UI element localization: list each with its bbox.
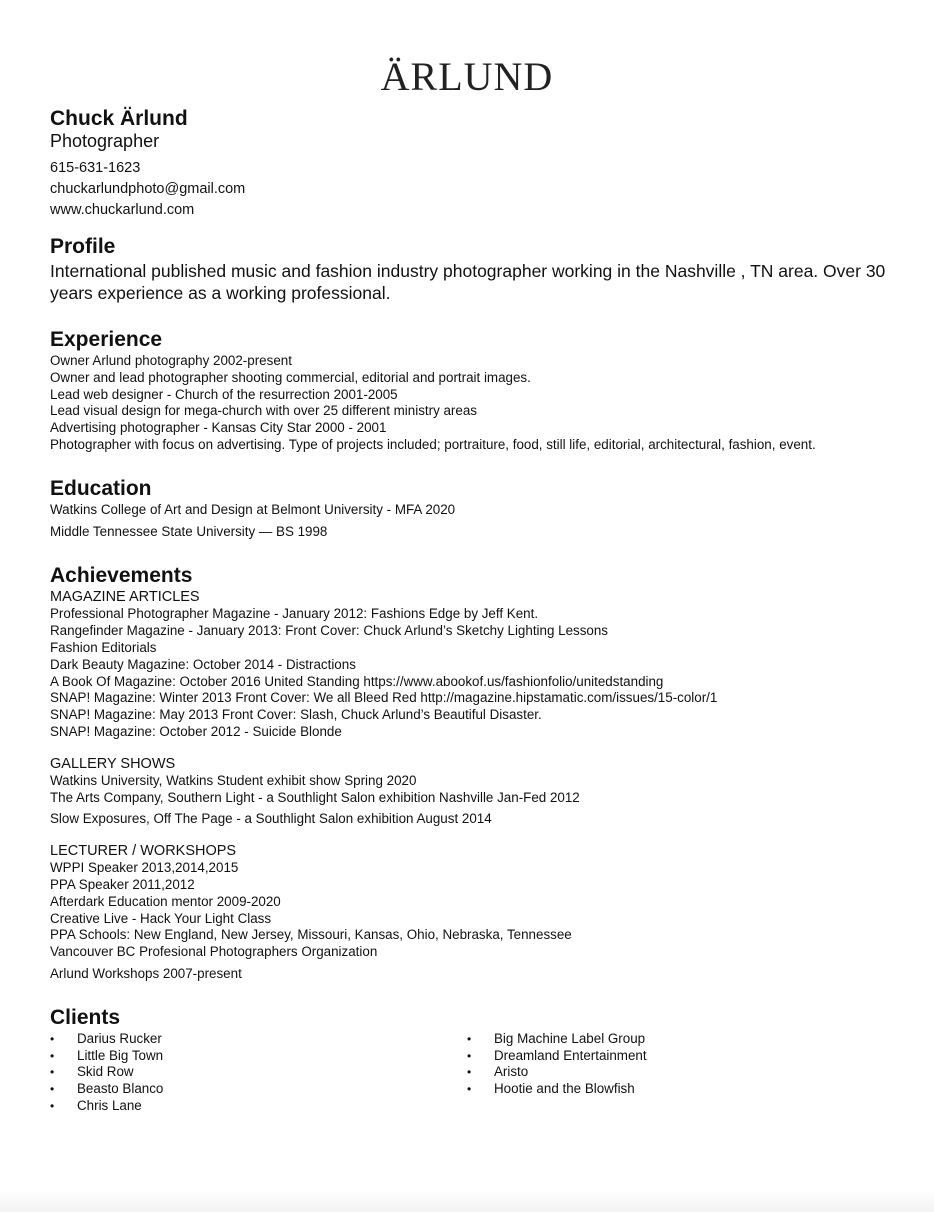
magazine-article: Rangefinder Magazine - January 2013: Front Cover: Chuck Arlund’s Sketchy Lighting Lessons	[50, 623, 609, 639]
achievements-section	[50, 563, 910, 982]
clients-section	[50, 1005, 910, 1115]
magazine-article: SNAP! Magazine: October 2012 - Suicide Blonde	[50, 723, 342, 739]
client-item: • Chris Lane	[50, 1097, 142, 1113]
experience-item: Owner Arlund photography 2002-present	[50, 353, 292, 368]
magazine-article: SNAP! Magazine: May 2013 Front Cover: Slash, Chuck Arlund’s Beautiful Disaster.	[50, 707, 542, 723]
lecturer-item: Afterdark Education mentor 2009-2020	[50, 893, 281, 909]
magazine-article: Professional Photographer Magazine - January 2012: Fashions Edge by Jeff Kent.	[50, 606, 539, 622]
lecturer-item: PPA Schools: New England, New Jersey, Missouri, Kansas, Ohio, Nebraska, Tennessee	[50, 927, 572, 943]
profile-heading: Profile	[50, 235, 116, 258]
profile-text: International published music and fashion industry photographer working in the Nashville , TN area. Over 30 years experience as a working professional.	[50, 261, 886, 303]
bullet-icon: •	[50, 1065, 55, 1080]
client-item: • Skid Row	[50, 1064, 134, 1080]
resume-page	[50, 106, 910, 1115]
experience-item: Lead visual design for mega-church with over 25 different ministry areas	[50, 403, 477, 419]
lecturer-item: Vancouver BC Profesional Photographers Organization	[50, 944, 378, 960]
bullet-icon: •	[50, 1082, 55, 1097]
client-item: • Dreamland Entertainment	[467, 1047, 647, 1063]
education-item: Watkins College of Art and Design at Belmont University - MFA 2020	[50, 501, 456, 517]
experience-item: Advertising photographer - Kansas City Star 2000 - 2001	[50, 420, 387, 436]
contact-header	[50, 106, 910, 221]
client-item: • Hootie and the Blowfish	[467, 1081, 635, 1097]
email-link[interactable]: chuckarlundphoto@gmail.com	[50, 181, 246, 197]
person-role: Photographer	[50, 131, 160, 151]
bullet-icon: •	[467, 1031, 472, 1046]
bullet-icon: •	[50, 1031, 55, 1046]
education-section	[50, 476, 910, 541]
magazine-articles-heading: MAGAZINE ARTICLES	[50, 589, 200, 606]
clients-left-column	[50, 1031, 467, 1115]
client-item: • Little Big Town	[50, 1047, 164, 1063]
gallery-show: Slow Exposures, Off The Page - a Southlight Salon exhibition August 2014	[50, 811, 492, 827]
bullet-icon: •	[467, 1082, 472, 1097]
clients-heading: Clients	[50, 1005, 121, 1029]
clients-right-column	[467, 1031, 884, 1115]
phone-number: 615-631-1623	[50, 160, 141, 176]
gallery-show: The Arts Company, Southern Light - a Southlight Salon exhibition Nashville Jan-Fed 2012	[50, 789, 580, 805]
bullet-icon: •	[467, 1048, 472, 1063]
bullet-icon: •	[50, 1098, 55, 1113]
lecturer-item: WPPI Speaker 2013,2014,2015	[50, 860, 239, 876]
lecturer-workshops-heading: LECTURER / WORKSHOPS	[50, 843, 237, 860]
client-item: • Darius Rucker	[50, 1030, 162, 1046]
person-name: Chuck Ärlund	[50, 107, 188, 130]
bullet-icon: •	[50, 1048, 55, 1063]
page-bottom-edge	[0, 1190, 934, 1212]
lecturer-item: Creative Live - Hack Your Light Class	[50, 910, 272, 926]
experience-item: Photographer with focus on advertising. Type of projects included; portraiture, food, still life, editorial, architectural, fashion, event.	[50, 436, 816, 452]
client-item: • Big Machine Label Group	[467, 1030, 646, 1046]
experience-heading: Experience	[50, 328, 163, 351]
website-link[interactable]: www.chuckarlund.com	[50, 202, 195, 218]
experience-section	[50, 327, 910, 454]
gallery-show: Watkins University, Watkins Student exhibit show Spring 2020	[50, 772, 417, 788]
lecturer-item: Arlund Workshops 2007-present	[50, 965, 242, 981]
education-item: Middle Tennessee State University — BS 1998	[50, 523, 328, 539]
lecturer-item: PPA Speaker 2011,2012	[50, 876, 195, 892]
clients-columns	[50, 1031, 910, 1115]
experience-item: Lead web designer - Church of the resurrection 2001-2005	[50, 386, 398, 402]
achievements-heading: Achievements	[50, 564, 193, 588]
magazine-article: Fashion Editorials	[50, 639, 157, 655]
bullet-icon: •	[467, 1065, 472, 1080]
brand-logo: ÄRLUND	[380, 54, 554, 99]
profile-section	[50, 234, 910, 304]
gallery-shows-heading: GALLERY SHOWS	[50, 755, 176, 772]
education-heading: Education	[50, 476, 152, 500]
experience-item: Owner and lead photographer shooting commercial, editorial and portrait images.	[50, 369, 531, 385]
magazine-article: Dark Beauty Magazine: October 2014 - Distractions	[50, 656, 356, 672]
client-item: • Beasto Blanco	[50, 1081, 164, 1097]
magazine-article: A Book Of Magazine: October 2016 United Standing https://www.abookof.us/fashionfolio/unitedstanding	[50, 673, 664, 689]
client-item: • Aristo	[467, 1064, 529, 1080]
magazine-article: SNAP! Magazine: Winter 2013 Front Cover: We all Bleed Red http://magazine.hipstamatic.com/issues/15-color/1	[50, 690, 718, 706]
